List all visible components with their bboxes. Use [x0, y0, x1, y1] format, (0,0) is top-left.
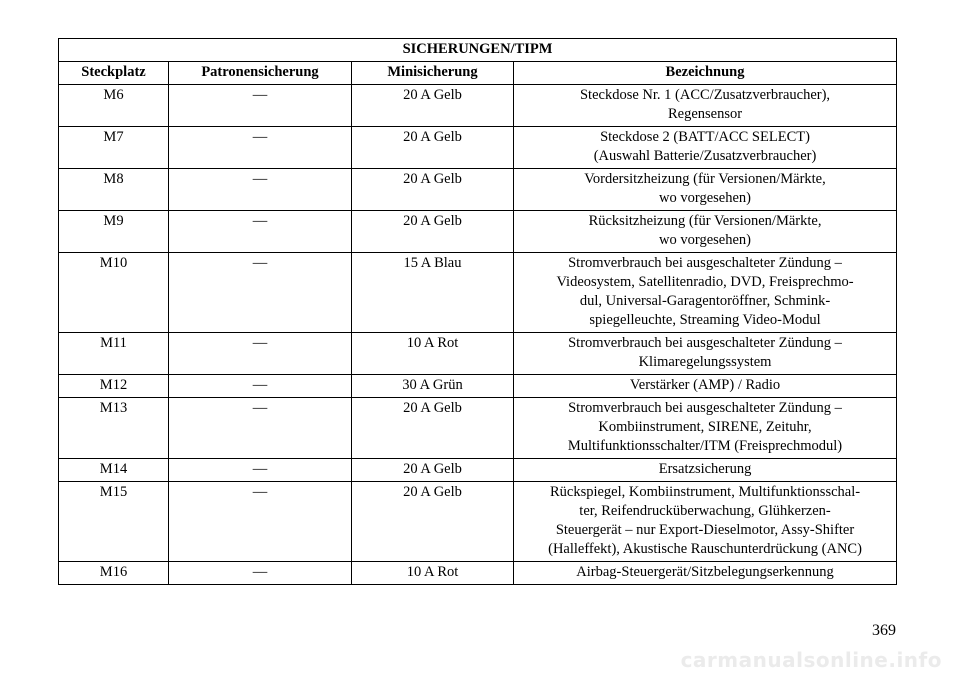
- cell-slot: M12: [59, 375, 169, 398]
- cell-description: [514, 459, 897, 482]
- cell-slot: M15: [59, 482, 169, 562]
- cell-slot: M7: [59, 127, 169, 169]
- cell-cartridge-fuse: —: [169, 398, 352, 459]
- watermark: carmanualsonline.info: [680, 648, 942, 672]
- cell-cartridge-fuse: —: [169, 333, 352, 375]
- table-row: [59, 459, 897, 482]
- cell-cartridge-fuse: —: [169, 253, 352, 333]
- table-title: SICHERUNGEN/TIPM: [59, 39, 897, 62]
- table-row: [59, 211, 897, 253]
- cell-mini-fuse: 20 A Gelb: [352, 127, 514, 169]
- cell-description: [514, 169, 897, 211]
- cell-mini-fuse: 10 A Rot: [352, 562, 514, 585]
- description-line: wo vorgesehen): [659, 190, 751, 206]
- cell-description: [514, 482, 897, 562]
- page-number: 369: [872, 622, 896, 639]
- description-line: wo vorgesehen): [659, 232, 751, 248]
- header-row: [59, 62, 897, 85]
- description-line: Rücksitzheizung (für Versionen/Märkte,: [588, 213, 822, 229]
- table-body: [59, 85, 897, 585]
- description-line: Videosystem, Satellitenradio, DVD, Freisprechmo-: [556, 274, 854, 290]
- table-row: [59, 253, 897, 333]
- cell-mini-fuse: 10 A Rot: [352, 333, 514, 375]
- table-row: [59, 169, 897, 211]
- description-line: Steckdose Nr. 1 (ACC/Zusatzverbraucher),: [579, 87, 831, 103]
- cell-description: [514, 333, 897, 375]
- cell-mini-fuse: 20 A Gelb: [352, 85, 514, 127]
- description-line: Ersatzsicherung: [658, 461, 752, 477]
- cell-slot: M13: [59, 398, 169, 459]
- cell-description: [514, 127, 897, 169]
- description-line: dul, Universal-Garagentoröffner, Schmink-: [579, 293, 831, 309]
- description-line: Airbag-Steuergerät/Sitzbelegungserkennung: [576, 564, 834, 580]
- description-line: Verstärker (AMP) / Radio: [629, 377, 781, 393]
- header-slot: Steckplatz: [59, 62, 169, 85]
- table-row: [59, 375, 897, 398]
- cell-description: [514, 85, 897, 127]
- table-row: [59, 398, 897, 459]
- description-line: Stromverbrauch bei ausgeschalteter Zündung –: [568, 335, 842, 351]
- description-line: (Auswahl Batterie/Zusatzverbraucher): [593, 148, 817, 164]
- description-line: Rückspiegel, Kombiinstrument, Multifunktionsschal-: [549, 484, 861, 500]
- cell-cartridge-fuse: —: [169, 482, 352, 562]
- description-line: (Halleffekt), Akustische Rauschunterdrückung (ANC): [548, 541, 862, 557]
- cell-mini-fuse: 20 A Gelb: [352, 459, 514, 482]
- cell-cartridge-fuse: —: [169, 375, 352, 398]
- cell-cartridge-fuse: —: [169, 169, 352, 211]
- cell-description: [514, 398, 897, 459]
- cell-slot: M8: [59, 169, 169, 211]
- header-mini-fuse: Minisicherung: [352, 62, 514, 85]
- cell-description: [514, 253, 897, 333]
- cell-slot: M10: [59, 253, 169, 333]
- header-description: Bezeichnung: [514, 62, 897, 85]
- cell-cartridge-fuse: —: [169, 127, 352, 169]
- description-line: Multifunktionsschalter/ITM (Freisprechmodul): [567, 438, 843, 454]
- table-row: [59, 333, 897, 375]
- description-line: Regensensor: [667, 106, 743, 122]
- table-row: [59, 85, 897, 127]
- cell-slot: M16: [59, 562, 169, 585]
- cell-description: [514, 211, 897, 253]
- cell-slot: M14: [59, 459, 169, 482]
- cell-slot: M11: [59, 333, 169, 375]
- description-line: Steuergerät – nur Export-Dieselmotor, Assy-Shifter: [555, 522, 855, 538]
- description-line: Stromverbrauch bei ausgeschalteter Zündung –: [568, 255, 842, 271]
- cell-mini-fuse: 30 A Grün: [352, 375, 514, 398]
- cell-cartridge-fuse: —: [169, 459, 352, 482]
- table-row: [59, 482, 897, 562]
- description-line: ter, Reifendrucküberwachung, Glühkerzen-: [579, 503, 831, 519]
- header-cartridge-fuse: Patronensicherung: [169, 62, 352, 85]
- cell-slot: M6: [59, 85, 169, 127]
- description-line: Steckdose 2 (BATT/ACC SELECT): [600, 129, 810, 145]
- description-line: Kombiinstrument, SIRENE, Zeituhr,: [598, 419, 812, 435]
- cell-cartridge-fuse: —: [169, 211, 352, 253]
- cell-slot: M9: [59, 211, 169, 253]
- cell-mini-fuse: 20 A Gelb: [352, 398, 514, 459]
- cell-mini-fuse: 15 A Blau: [352, 253, 514, 333]
- cell-mini-fuse: 20 A Gelb: [352, 482, 514, 562]
- cell-description: [514, 562, 897, 585]
- table-row: [59, 562, 897, 585]
- description-line: spiegelleuchte, Streaming Video-Modul: [589, 312, 821, 328]
- description-line: Klimaregelungssystem: [638, 354, 772, 370]
- description-line: Stromverbrauch bei ausgeschalteter Zündung –: [568, 400, 842, 416]
- cell-cartridge-fuse: —: [169, 85, 352, 127]
- cell-mini-fuse: 20 A Gelb: [352, 169, 514, 211]
- table-row: [59, 127, 897, 169]
- cell-description: [514, 375, 897, 398]
- cell-cartridge-fuse: —: [169, 562, 352, 585]
- cell-mini-fuse: 20 A Gelb: [352, 211, 514, 253]
- fuse-table: [58, 38, 897, 585]
- description-line: Vordersitzheizung (für Versionen/Märkte,: [584, 171, 826, 187]
